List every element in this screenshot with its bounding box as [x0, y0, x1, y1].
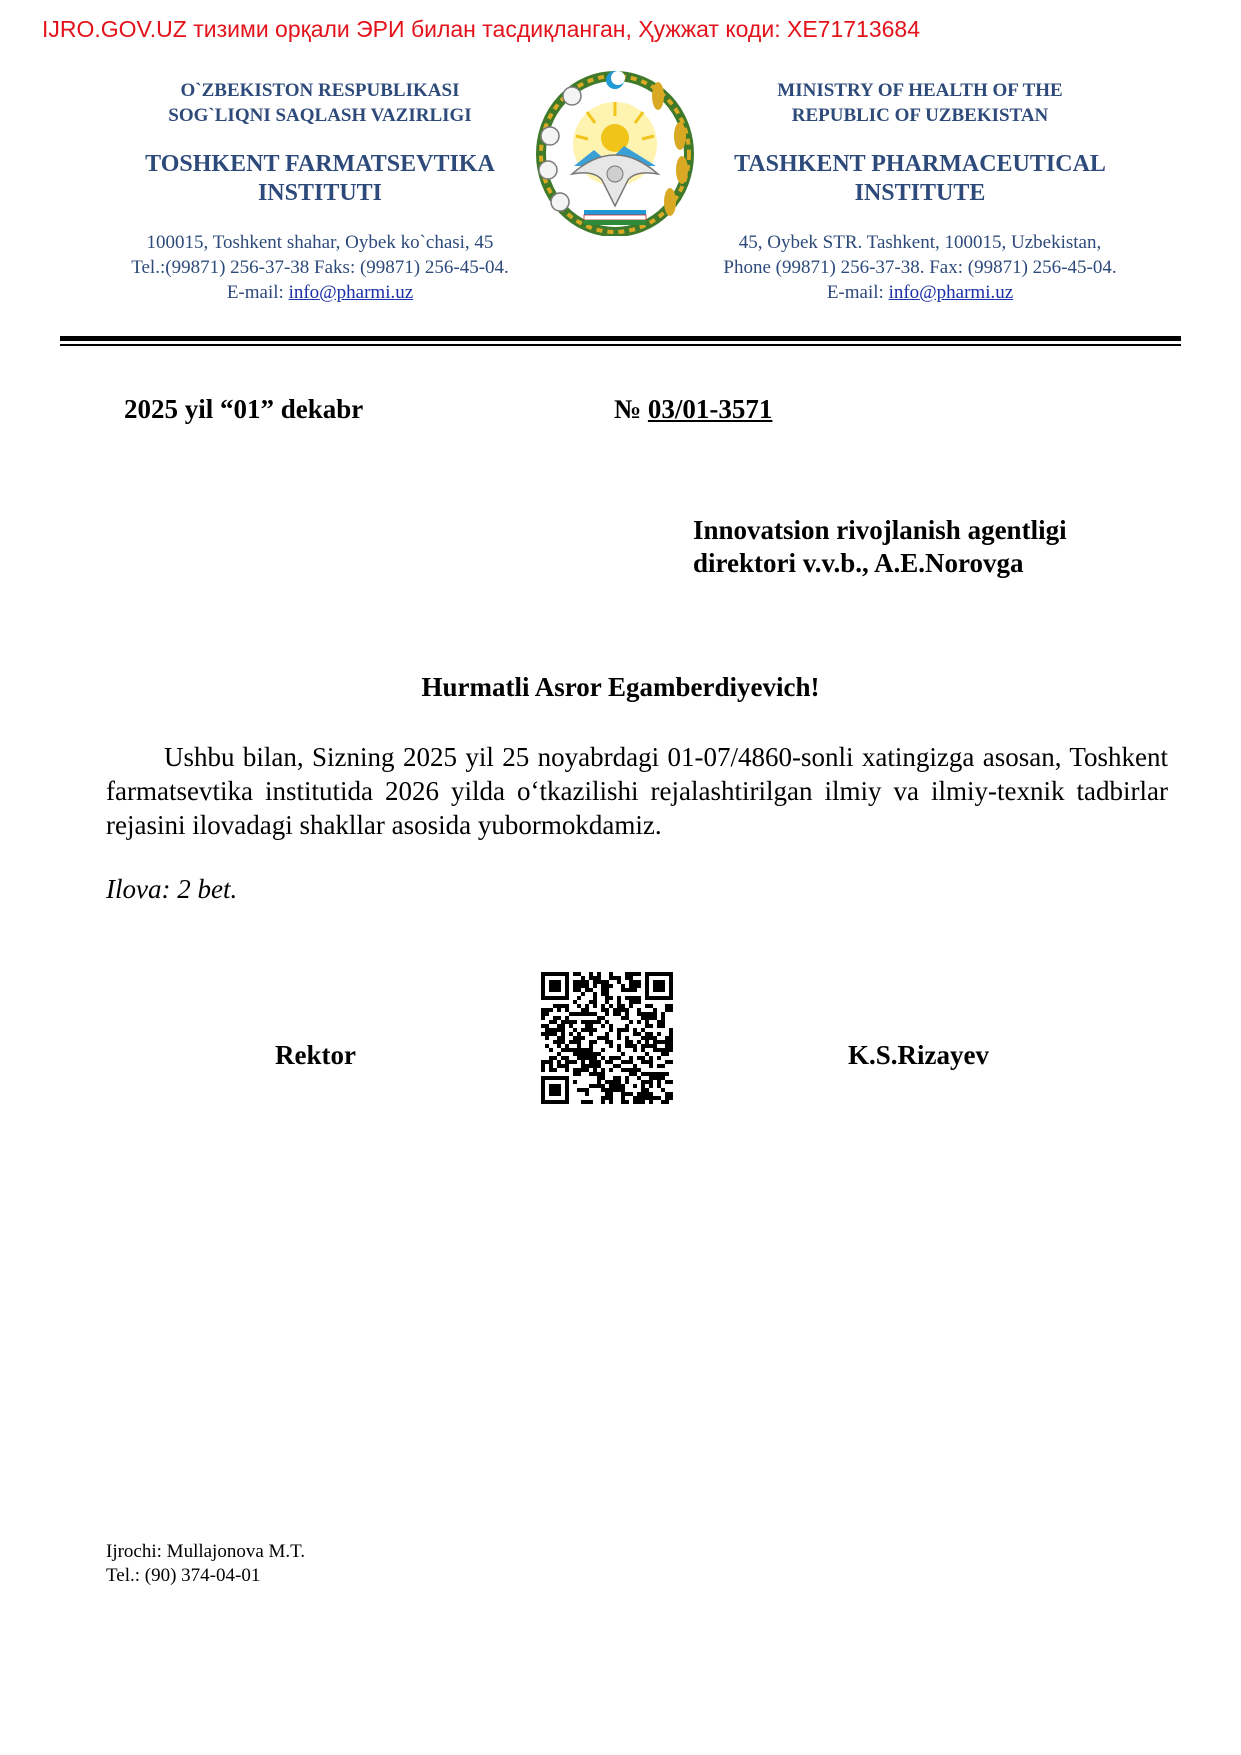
addressee-line2: direktori v.v.b., A.E.Norovga — [693, 548, 1024, 578]
signatory-name: K.S.Rizayev — [848, 1040, 989, 1070]
header-left-uz — [60, 78, 580, 305]
header-divider-thick — [60, 336, 1181, 341]
email-uz-link[interactable]: info@pharmi.uz — [288, 282, 414, 303]
header-right-en — [660, 78, 1180, 305]
ministry-name-en-line1: MINISTRY OF HEALTH OF THE — [777, 80, 1063, 101]
letter-body: Ushbu bilan, Sizning 2025 yil 25 noyabrdagi 01-07/4860-sonli xatingizga asosan, Toshkent farmatsevtika institutida 2026 yilda o‘tkazilishi rejalashtirilgan ilmiy va ilmiy-texnik tadbirlar rejasini ilovadagi shakllar asosida yubormokdamiz. — [106, 742, 1168, 840]
email-uz-line — [60, 280, 580, 305]
letter-date: 2025 yil “01” dekabr — [124, 394, 364, 424]
letter-number-prefix: № — [614, 394, 642, 424]
address-uz-line1: 100015, Toshkent shahar, Oybek ko`chasi, 45 — [146, 232, 494, 253]
attachment-note: Ilova: 2 bet. — [106, 874, 238, 904]
executor-block — [106, 1540, 305, 1588]
email-en-link[interactable]: info@pharmi.uz — [888, 282, 1014, 303]
ministry-name-uz-line1: O`ZBEKISTON RESPUBLIKASI — [180, 80, 460, 101]
ijro-verification-stamp: IJRO.GOV.UZ тизими орқали ЭРИ билан тасдиқланган, Ҳужжат коди: XE71713684 — [42, 16, 920, 42]
email-en-line — [660, 280, 1180, 305]
addressee-block — [693, 514, 1067, 580]
letter-number-value: 03/01-3571 — [647, 394, 773, 424]
address-uz-line2: Tel.:(99871) 256-37-38 Faks: (99871) 256-45-04. — [131, 257, 509, 278]
institute-name-uz-line2: INSTITUTI — [257, 180, 383, 206]
email-en-label: E-mail: — [826, 282, 884, 303]
address-en-line1: 45, Oybek STR. Tashkent, 100015, Uzbekistan, — [738, 232, 1102, 253]
uzbekistan-state-emblem-icon — [532, 66, 698, 236]
signatory-title: Rektor — [275, 1040, 356, 1070]
institute-name-uz-line1: TOSHKENT FARMATSEVTIKA — [145, 151, 495, 177]
letter-number — [614, 394, 772, 425]
email-uz-label: E-mail: — [226, 282, 284, 303]
header-divider-thin — [60, 344, 1181, 346]
addressee-line1: Innovatsion rivojlanish agentligi — [693, 515, 1067, 545]
address-en-line2: Phone (99871) 256-37-38. Fax: (99871) 256-45-04. — [723, 257, 1117, 278]
institute-name-en-line2: INSTITUTE — [854, 180, 986, 206]
executor-phone: Tel.: (90) 374-04-01 — [106, 1565, 261, 1586]
qr-code-icon — [541, 972, 673, 1104]
ministry-name-uz-line2: SOG`LIQNI SAQLASH VAZIRLIGI — [168, 105, 472, 126]
ministry-name-en-line2: REPUBLIC OF UZBEKISTAN — [791, 105, 1049, 126]
institute-name-en-line1: TASHKENT PHARMACEUTICAL — [734, 151, 1106, 177]
salutation: Hurmatli Asror Egamberdiyevich! — [421, 672, 820, 702]
executor-name: Ijrochi: Mullajonova M.T. — [106, 1541, 306, 1562]
